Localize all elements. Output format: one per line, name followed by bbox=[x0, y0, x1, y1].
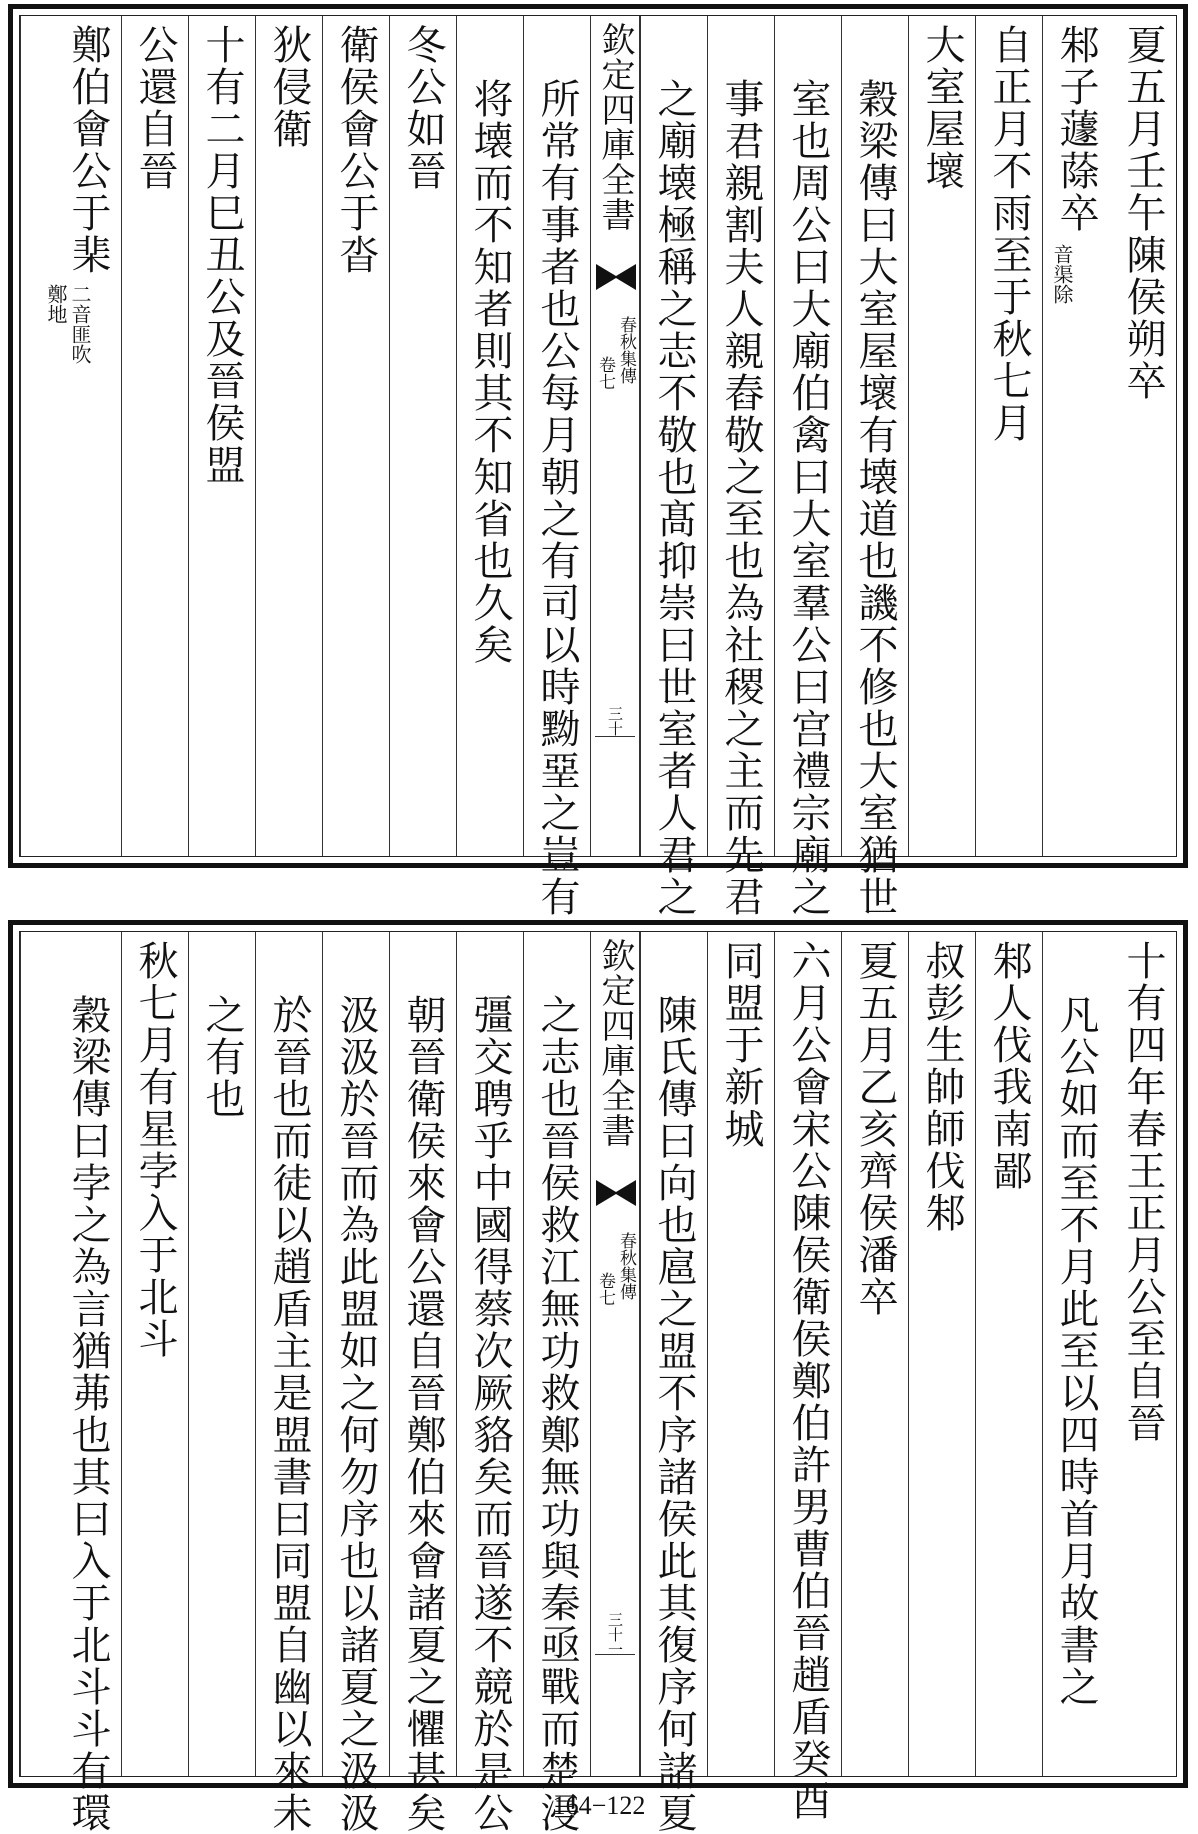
column-text: 十有四年春王正月公至自晉 bbox=[1120, 940, 1166, 1444]
column bbox=[975, 932, 1042, 1776]
running-header bbox=[590, 16, 640, 856]
column bbox=[20, 16, 121, 856]
column bbox=[640, 16, 707, 918]
column bbox=[908, 16, 975, 856]
column bbox=[255, 16, 322, 856]
column-text: 於晉也而徒以趙盾主是盟書曰同盟自幽以來未 bbox=[266, 994, 312, 1834]
book-title: 欽定四庫全書 bbox=[595, 22, 635, 232]
column-text: 同盟于新城 bbox=[718, 940, 764, 1150]
column-text: 之廟壊極稱之志不敬也髙抑崇曰世室者人君之 bbox=[651, 78, 697, 918]
column bbox=[389, 932, 456, 1834]
column-text: 自正月不雨至于秋七月 bbox=[986, 24, 1032, 444]
column bbox=[640, 932, 707, 1834]
column bbox=[322, 932, 389, 1834]
reading-note: 鄭地 bbox=[44, 284, 68, 324]
column-text: 秋七月有星孛入于北斗 bbox=[132, 940, 178, 1360]
column bbox=[188, 16, 255, 856]
column-text: 叔彭生帥師伐邾 bbox=[919, 940, 965, 1234]
volume-label: 卷七 bbox=[595, 1272, 615, 1306]
volume-label: 卷七 bbox=[595, 356, 615, 390]
column-text: 将壊而不知者則其不知省也久矣 bbox=[467, 78, 513, 666]
column bbox=[456, 932, 523, 1834]
folio-number: 三十 bbox=[606, 706, 624, 736]
column bbox=[1042, 16, 1109, 856]
column-text: 陳氏傳曰向也扈之盟不序諸侯此其復序何諸夏 bbox=[651, 994, 697, 1834]
column bbox=[707, 16, 774, 918]
book-name: 春秋集傳 bbox=[616, 316, 636, 384]
column-text: 之志也晉侯救江無功救鄭無功與秦亟戰而楚浸 bbox=[534, 994, 580, 1834]
fishtail-mark-icon bbox=[596, 264, 636, 290]
column bbox=[121, 16, 188, 856]
column-text: 汲汲於晉而為此盟如之何勿序也以諸夏之汲汲 bbox=[333, 994, 379, 1834]
column bbox=[975, 16, 1042, 856]
column bbox=[389, 16, 456, 856]
column bbox=[1109, 16, 1176, 856]
column bbox=[121, 932, 188, 1776]
column bbox=[774, 932, 841, 1822]
column-text: 彊交聘乎中國得蔡次厥貉矣而晉遂不競於是公 bbox=[467, 994, 513, 1834]
column bbox=[707, 932, 774, 1776]
folio-number: 三十一 bbox=[606, 1612, 624, 1657]
footer-page-number: 164−122 bbox=[552, 1791, 646, 1820]
column-text: 大室屋壞 bbox=[919, 24, 965, 192]
column bbox=[774, 16, 841, 918]
column bbox=[255, 932, 322, 1834]
column-text: 朝晉衛侯來會公還自晉鄭伯來會諸夏之懼甚矣 bbox=[400, 994, 446, 1834]
reading-note: 二音匪吹 bbox=[68, 284, 92, 364]
column-text: 夏五月壬午陳侯朔卒 bbox=[1120, 24, 1166, 402]
column-text: 狄侵衛 bbox=[266, 24, 312, 150]
column-text: 十有二月巳丑公及晉侯盟 bbox=[199, 24, 245, 486]
column-text: 邾子蘧蒢卒 bbox=[1053, 24, 1099, 234]
column-text: 六月公會宋公陳侯衛侯鄭伯許男曹伯晉趙盾癸酉 bbox=[785, 940, 831, 1822]
column bbox=[523, 932, 590, 1834]
column bbox=[1109, 932, 1176, 1776]
column bbox=[1042, 932, 1109, 1776]
column-text: 所常有事者也公每月朝之有司以時黝堊之豈有 bbox=[534, 78, 580, 918]
top-page bbox=[8, 4, 1188, 918]
column-text: 室也周公曰大廟伯禽曰大室羣公曰宫禮宗廟之 bbox=[785, 78, 831, 918]
column-text: 凡公如而至不月此至以四時首月故書之 bbox=[1053, 994, 1099, 1708]
column-text: 之有也 bbox=[199, 994, 245, 1120]
column-text: 公還自晉 bbox=[132, 24, 178, 192]
column-text: 穀梁傳曰孛之為言猶茀也其曰入于北斗斗有環 bbox=[65, 994, 111, 1834]
fishtail-mark-icon bbox=[596, 1180, 636, 1206]
divider bbox=[595, 1654, 635, 1655]
column bbox=[841, 16, 908, 918]
column bbox=[456, 16, 523, 856]
top-page-frame bbox=[19, 15, 1177, 918]
column-text: 穀梁傳曰大室屋壞有壊道也譏不修也大室猶世 bbox=[852, 78, 898, 918]
column bbox=[322, 16, 389, 856]
column bbox=[188, 932, 255, 1776]
column bbox=[841, 932, 908, 1776]
column bbox=[523, 16, 590, 918]
divider bbox=[595, 736, 635, 737]
book-title: 欽定四庫全書 bbox=[595, 938, 635, 1148]
column bbox=[908, 932, 975, 1776]
column-text: 夏五月乙亥齊侯潘卒 bbox=[852, 940, 898, 1318]
running-header bbox=[590, 932, 640, 1776]
column-text: 衛侯會公于沓 bbox=[333, 24, 379, 276]
column-text: 事君親割夫人親舂敬之至也為社稷之主而先君 bbox=[718, 78, 764, 918]
column-text: 鄭伯會公于棐 bbox=[65, 24, 111, 276]
column-text: 冬公如晉 bbox=[400, 24, 446, 192]
book-name: 春秋集傳 bbox=[616, 1232, 636, 1300]
column-text: 邾人伐我南鄙 bbox=[986, 940, 1032, 1192]
column bbox=[20, 932, 121, 1834]
reading-note: 音渠除 bbox=[1050, 244, 1074, 304]
